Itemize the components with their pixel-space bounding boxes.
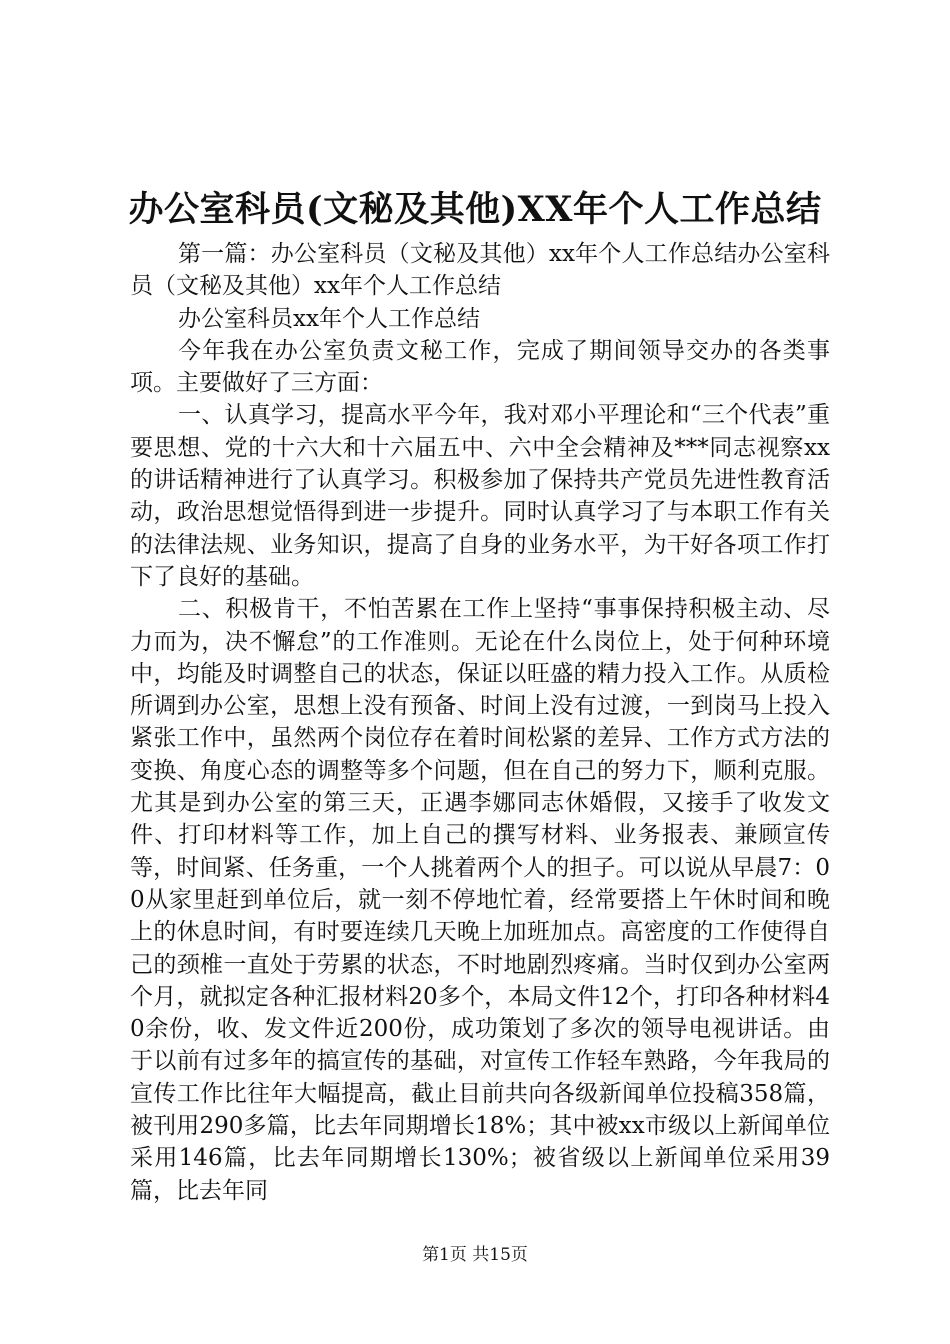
page-footer: 第1页 共15页 [422, 1245, 528, 1265]
document-body [130, 238, 830, 1207]
paragraph-subtitle: 办公室科员xx年个人工作总结 [178, 305, 480, 332]
paragraph-heading: 第一篇：办公室科员（文秘及其他）xx年个人工作总结办公室科员（文秘及其他）xx年个人工作总结 [130, 241, 830, 300]
paragraph-intro: 今年我在办公室负责文秘工作，完成了期间领导交办的各类事项。主要做好了三方面： [130, 337, 830, 397]
paragraph-section-2: 二、积极肯干，不怕苦累在工作上坚持“事事保持积极主动、尽力而为，决不懈怠”的工作准则。无论在什么岗位上，处于何种环境中，均能及时调整自己的状态，保证以旺盛的精力投入工作。从质检所调到办公室，思想上没有预备、时间上没有过渡，一到岗马上投入紧张工作中，虽然两个岗位存在着时间松紧的差异、工作方式方法的变换、角度心态的调整等多个问题，但在自己的努力下，顺利克服。尤其是到办公室的第三天，正遇李娜同志休婚假，又接手了收发文件、打印材料等工作，加上自己的撰写材料、业务报表、兼顾宣传等，时间紧、任务重，一个人挑着两个人的担子。可以说从早晨7：00从家里赶到单位后，就一刻不停地忙着，经常要搭上午休时间和晚上的休息时间，有时要连续几天晚上加班加点。高密度的工作使得自己的颈椎一直处于劳累的状态，不时地剧烈疼痛。当时仅到办公室两个月，就拟定各种汇报材料20多个，本局文件12个，打印各种材料40余份，收、发文件近200份，成功策划了多次的领导电视讲话。由于以前有过多年的搞宣传的基础，对宣传工作轻车熟路，今年我局的宣传工作比往年大幅提高，截止目前共向各级新闻单位投稿358篇，被刊用290多篇，比去年同期增长18%；其中被xx市级以上新闻单位采用146篇，比去年同期增长130%；被省级以上新闻单位采用39篇，比去年同 [130, 596, 830, 1204]
document-title: 办公室科员(文秘及其他)XX年个人工作总结 [128, 189, 822, 230]
paragraph-section-1: 一、认真学习，提高水平今年，我对邓小平理论和“三个代表”重要思想、党的十六大和十六届五中、六中全会精神及***同志视察xx的讲话精神进行了认真学习。积极参加了保持共产党员先进性教育活动，政治思想觉悟得到进一步提升。同时认真学习了与本职工作有关的法律法规、业务知识，提高了自身的业务水平，为干好各项工作打下了良好的基础。 [130, 402, 830, 590]
